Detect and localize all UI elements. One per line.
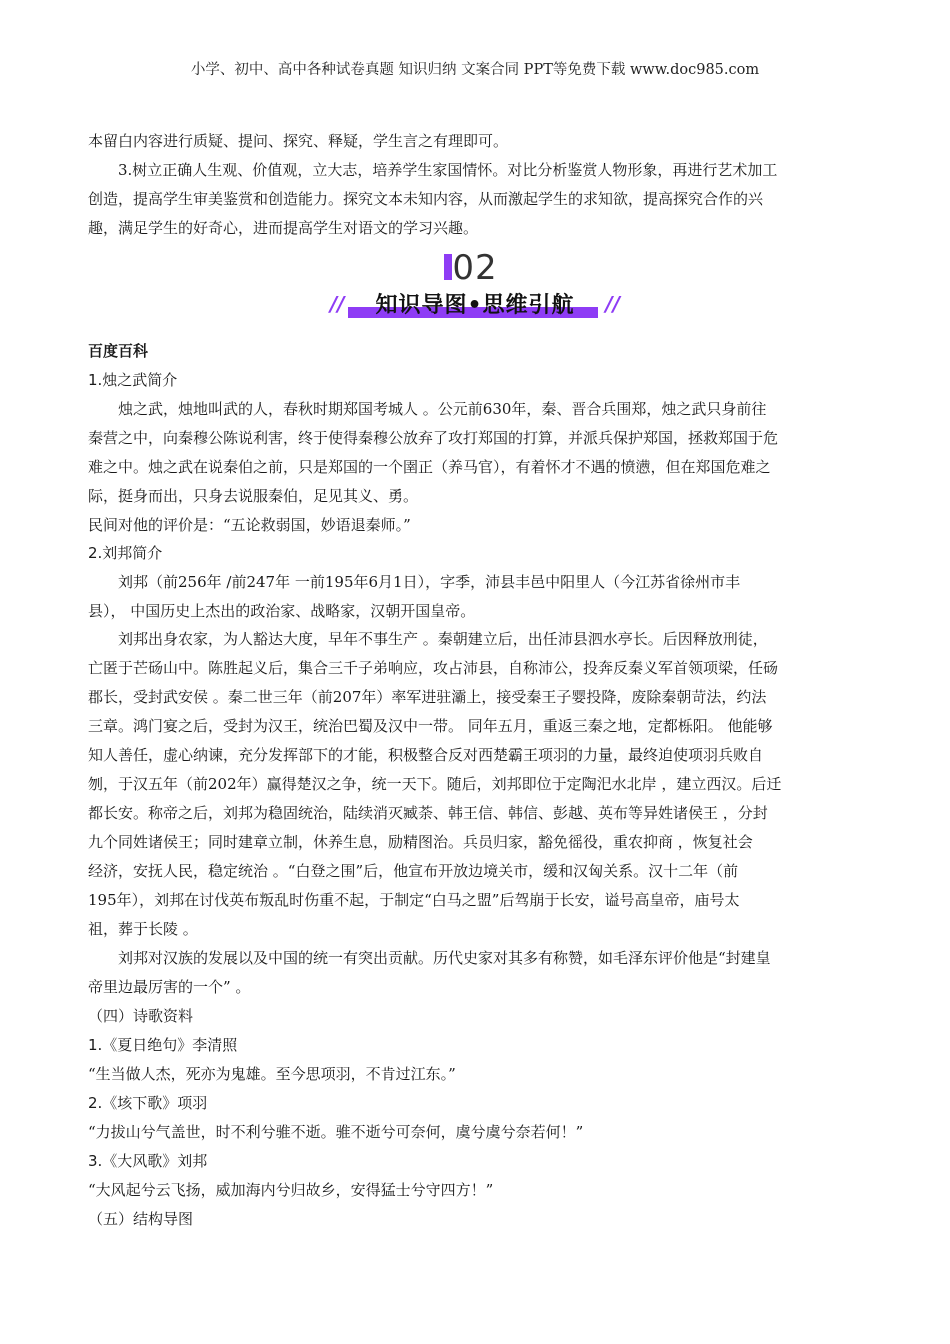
banner-slash-right: // (605, 292, 620, 316)
poems-heading: （四）诗歌资料 (88, 1007, 194, 1025)
poem-1-text: “生当做人杰，死亦为鬼雄。至今思项羽，不肯过江东。” (88, 1065, 456, 1083)
intro-paragraph-2-line-1: 3.树立正确人生观、价值观，立大志，培养学生家国情怀。对比分析鉴赏人物形象，再进行艺术加工 (118, 161, 778, 179)
zhu-line-2: 秦营之中，向秦穆公陈说利害，终于使得秦穆公放弃了攻打郑国的打算，并派兵保护郑国，拯救郑国于危 (88, 429, 779, 447)
liu-a-line-1: 刘邦（前256年 /前247年 一前195年6月1日），字季，沛县丰邑中阳里人（今江苏省徐州市丰 (118, 573, 741, 591)
liu-b-line-5: 知人善任，虚心纳谏，充分发挥部下的才能，积极整合反对西楚霸王项羽的力量，最终迫使项羽兵败自 (88, 746, 764, 764)
section-number: 02 (452, 248, 498, 288)
liu-b-line-2: 亡匿于芒砀山中。陈胜起义后，集合三千子弟响应，攻占沛县，自称沛公，投奔反秦义军首领项梁，任砀 (88, 659, 779, 677)
liu-b-line-9: 经济，安抚人民，稳定统治 。“白登之围”后，他宣布开放边境关市，缓和汉匈关系。汉十二年（前 (88, 862, 739, 880)
liu-b-line-6: 刎，于汉五年（前202年）赢得楚汉之争，统一天下。随后，刘邦即位于定陶汜水北岸 ，建立西汉。后迁 (88, 775, 782, 793)
section-title: 知识导图•思维引航 (375, 293, 575, 318)
zhu-title: 1.烛之武简介 (88, 371, 178, 389)
poem-2-text: “力拔山兮气盖世，时不利兮骓不逝。骓不逝兮可奈何，虞兮虞兮奈若何！” (88, 1123, 584, 1141)
liu-b-line-8: 九个同姓诸侯王；同时建章立制，休养生息，励精图治。兵员归家，豁免徭役，重农抑商 ，恢复社会 (88, 833, 753, 851)
poem-2-title: 2.《垓下歌》项羽 (88, 1094, 208, 1112)
liu-b-line-3: 郡长，受封武安侯 。秦二世三年（前207年）率军进驻灞上，接受秦王子婴投降，废除秦朝苛法，约法 (88, 688, 767, 706)
liu-b-line-7: 都长安。称帝之后，刘邦为稳固统治，陆续消灭臧荼、韩王信、韩信、彭越、英布等异姓诸侯王 ，分封 (88, 804, 768, 822)
page-header: 小学、初中、高中各种试卷真题 知识归纳 文案合同 PPT等免费下载 www.doc985.com (190, 62, 760, 78)
liu-title: 2.刘邦简介 (88, 544, 163, 562)
liu-b-line-1: 刘邦出身农家，为人豁达大度，早年不事生产 。秦朝建立后，出任沛县泗水亭长。后因释放刑徒， (118, 630, 768, 648)
liu-b-line-11: 祖，葬于长陵 。 (88, 920, 198, 938)
zhu-evaluation: 民间对他的评价是：“五论救弱国，妙语退秦师。” (88, 516, 411, 534)
baike-heading: 百度百科 (88, 342, 149, 360)
zhu-line-4: 际，挺身而出，只身去说服秦伯，足见其义、勇。 (88, 487, 419, 505)
liu-a-line-2: 县）， 中国历史上杰出的政治家、战略家，汉朝开国皇帝。 (88, 602, 476, 620)
structure-heading: （五）结构导图 (88, 1210, 194, 1228)
section-banner (330, 288, 620, 322)
intro-paragraph-1: 本留白内容进行质疑、提问、探究、释疑，学生言之有理即可。 (88, 132, 509, 150)
liu-b-line-4: 三章。鸿门宴之后，受封为汉王，统治巴蜀及汉中一带。 同年五月，重返三秦之地，定都栎阳。 他能够 (88, 717, 773, 735)
intro-paragraph-2-line-2: 创造，提高学生审美鉴赏和创造能力。探究文本未知内容，从而激起学生的求知欲，提高探究合作的兴 (88, 190, 764, 208)
poem-1-title: 1.《夏日绝句》李清照 (88, 1036, 238, 1054)
liu-b-line-10: 195年），刘邦在讨伐英布叛乱时伤重不起，于制定“白马之盟”后驾崩于长安，谥号高皇帝，庙号太 (88, 891, 740, 909)
poem-3-title: 3.《大风歌》刘邦 (88, 1152, 208, 1170)
zhu-line-1: 烛之武，烛地叫武的人，春秋时期郑国考城人 。公元前630年，秦、晋合兵围郑，烛之武只身前往 (118, 400, 767, 418)
banner-slash-left: // (330, 292, 345, 316)
poem-3-text: “大风起兮云飞扬，威加海内兮归故乡，安得猛士兮守四方！” (88, 1181, 494, 1199)
zhu-line-3: 难之中。烛之武在说秦伯之前，只是郑国的一个圉正（养马官），有着怀才不遇的愤懑，但在郑国危难之 (88, 458, 771, 476)
intro-paragraph-2-line-3: 趣，满足学生的好奇心，进而提高学生对语文的学习兴趣。 (88, 219, 479, 237)
liu-c-line-1: 刘邦对汉族的发展以及中国的统一有突出贡献。历代史家对其多有称赞，如毛泽东评价他是“封建皇 (118, 949, 771, 967)
liu-c-line-2: 帝里边最厉害的一个” 。 (88, 978, 251, 996)
